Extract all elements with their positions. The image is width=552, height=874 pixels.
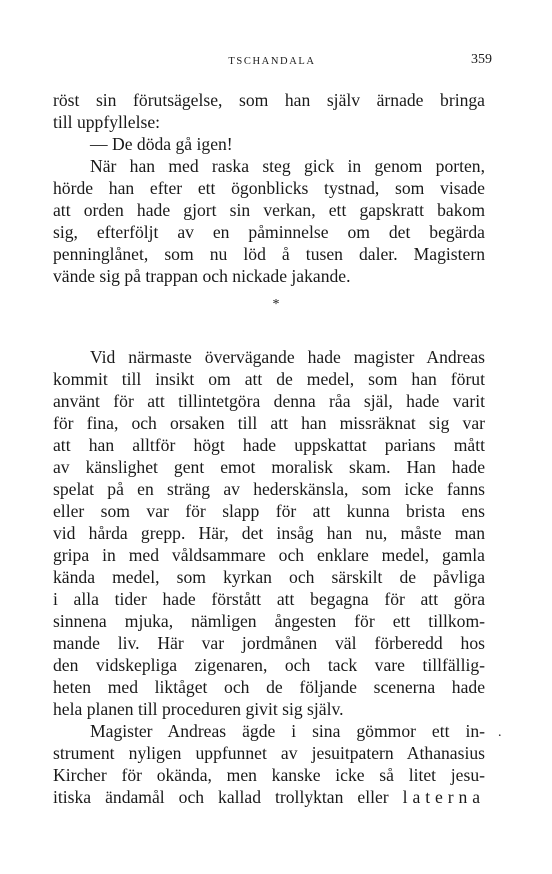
text-line: eller som var för slapp för att kunna brista ens bbox=[53, 501, 485, 521]
section-break-asterisk: * bbox=[272, 297, 280, 312]
page-number: 359 bbox=[471, 52, 492, 67]
text-line: heten med liktåget och de följande scenerna hade bbox=[53, 677, 485, 697]
text-line: Kircher för okända, men kanske icke så litet jesu- bbox=[53, 765, 485, 785]
text-line bbox=[53, 786, 485, 808]
text-line: den vidskepliga zigenaren, och tack vare tillfällig- bbox=[53, 655, 485, 675]
spaced-word: laterna bbox=[402, 787, 485, 807]
text-line: kommit till insikt om att de medel, som han förut bbox=[53, 369, 485, 389]
page-header bbox=[52, 50, 492, 72]
text-line: hela planen till proceduren givit sig själv. bbox=[53, 699, 344, 719]
text-line: spelat på en sträng av hederskänsla, som icke fanns bbox=[53, 479, 485, 499]
margin-mark: . bbox=[498, 725, 502, 740]
text-line: sig, efterföljt av en påminnelse om det begärda bbox=[53, 222, 485, 242]
text-line: gripa in med våldsammare och enklare medel, gamla bbox=[53, 545, 485, 565]
text-line: — De döda gå igen! bbox=[90, 134, 233, 154]
text-segment: itiska ändamål och kallad trollyktan eller bbox=[53, 787, 389, 807]
text-line: av känslighet gent emot moralisk skam. Han hade bbox=[53, 457, 485, 477]
text-line: för fina, och orsaken till att han missräknat sig var bbox=[53, 413, 485, 433]
text-line: Magister Andreas ägde i sina gömmor ett in- bbox=[90, 721, 485, 741]
text-line: När han med raska steg gick in genom porten, bbox=[90, 156, 485, 176]
text-line: använt för att tillintetgöra denna råa själ, hade varit bbox=[53, 391, 485, 411]
text-line: Vid närmaste övervägande hade magister Andreas bbox=[90, 347, 485, 367]
text-line: penninglånet, som nu löd å tusen daler. Magistern bbox=[53, 244, 485, 264]
text-line: sinnena mjuka, nämligen ångesten för ett tillkom- bbox=[53, 611, 485, 631]
text-line: kända medel, som kyrkan och särskilt de påvliga bbox=[53, 567, 485, 587]
text-line: strument nyligen uppfunnet av jesuitpatern Athanasius bbox=[53, 743, 485, 763]
text-line: mande liv. Här var jordmånen väl förberedd hos bbox=[53, 633, 485, 653]
text-line: att han alltför högt hade uppskattat parians mått bbox=[53, 435, 485, 455]
running-title: TSCHANDALA bbox=[228, 56, 316, 67]
text-line: vände sig på trappan och nickade jakande. bbox=[53, 266, 351, 286]
text-line: till uppfyllelse: bbox=[53, 112, 161, 132]
text-line: hörde han efter ett ögonblicks tystnad, som visade bbox=[53, 178, 485, 198]
text-line: att orden hade gjort sin verkan, ett gapskratt bakom bbox=[53, 200, 485, 220]
text-line: vid hårda grepp. Här, det insåg han nu, måste man bbox=[53, 523, 485, 543]
text-line: i alla tider hade förstått att begagna för att göra bbox=[53, 589, 485, 609]
text-line: röst sin förutsägelse, som han själv ärnade bringa bbox=[53, 90, 485, 110]
